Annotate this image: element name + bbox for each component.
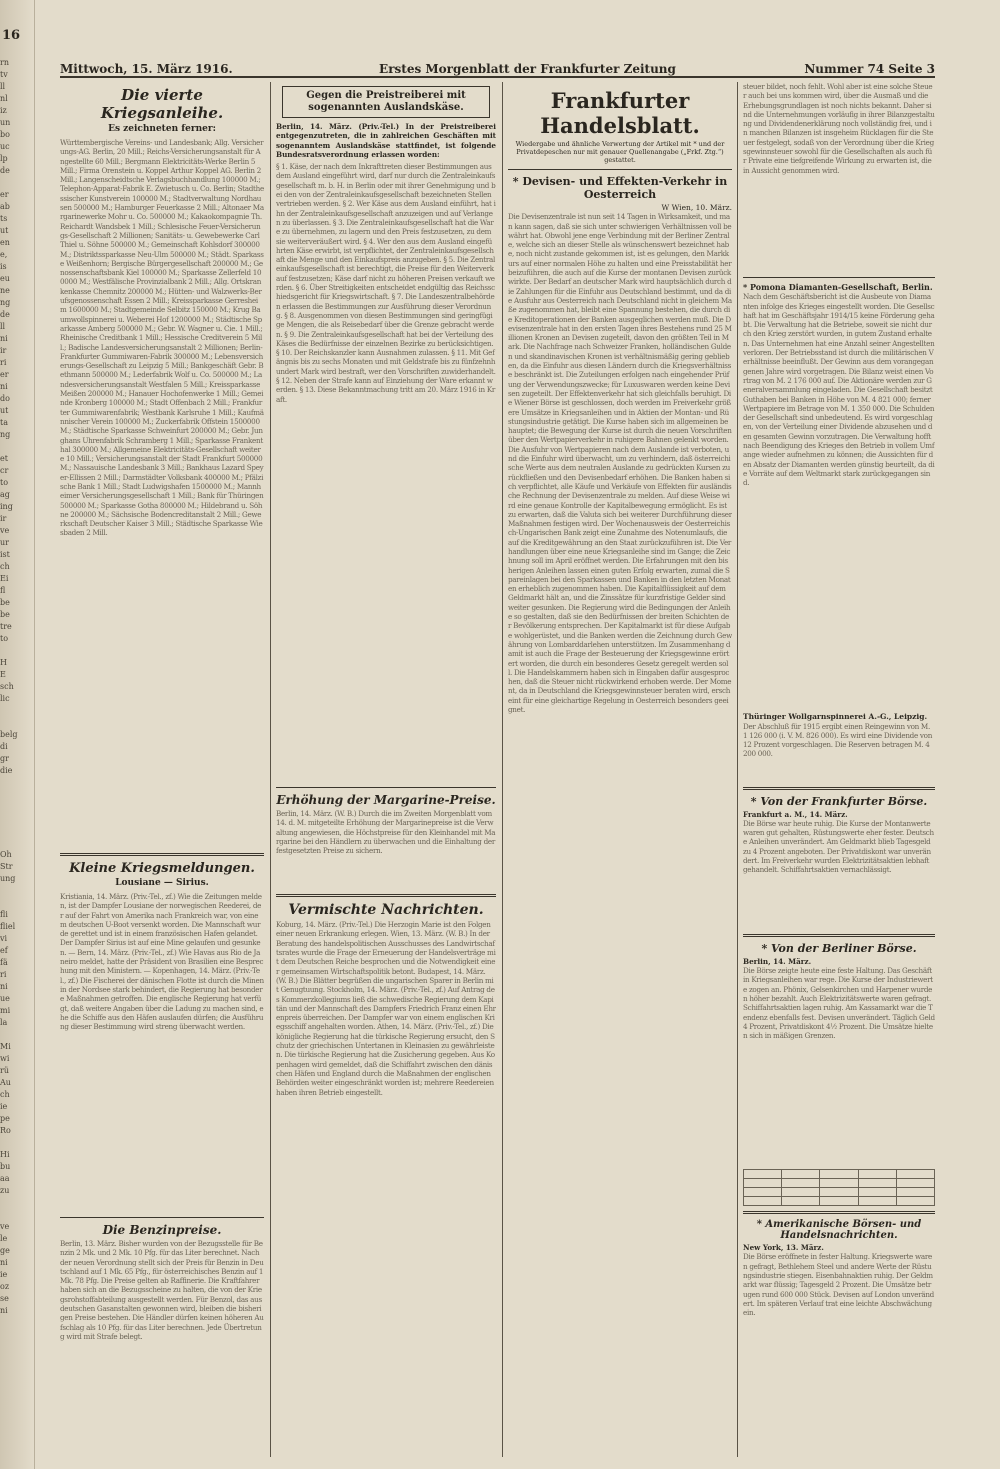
section-title-amerikanische: * Amerikanische Börsen- und Handelsnachrichten. bbox=[756, 1219, 922, 1242]
article-title-auslandskaese: Gegen die Preistreiberei mit sogenannten Auslandskäse. bbox=[282, 86, 490, 118]
berlin-text: Die Börse zeigte heute eine feste Haltung. Das Geschäft in Kriegsanleihen war rege. Die Kurse der Industriewerte zogen an. Phönix, Gelsenkirchen und Harpener wurden höher bezahlt. Auch Elektrizitätswerte waren gefragt. Schiffahrtsaktien lagen ruhig. Am Kassamarkt war die Tendenz ebenfalls fest. Devisen unverändert. Täglich Geld 4 Prozent, Privatdiskont 4½ Prozent. Die Umsätze hielten sich in mäßigen Grenzen. bbox=[743, 966, 935, 1041]
exchange-rate-table bbox=[743, 1169, 935, 1206]
frankfurt-dateline: Frankfurt a. M., 14. März. bbox=[743, 809, 848, 819]
column-4 bbox=[743, 82, 935, 1457]
section-title-frankfurter-boerse: * Von der Frankfurter Börse. bbox=[750, 794, 928, 808]
newyork-dateline: New York, 13. März. bbox=[743, 1243, 824, 1253]
wollgarn-text: Der Abschluß für 1915 ergibt einen Reingewinn von M. 1 126 000 (i. V. M. 826 000). Es wird eine Dividende von 12 Prozent vorgeschlagen. Die Reserven betragen M. 4 200 000. bbox=[743, 721, 933, 759]
company-title-wollgarn: Thüringer Wollgarnspinnerei A.-G., Leipzig. bbox=[743, 712, 928, 722]
header-page-number: Nummer 74 Seite 3 bbox=[804, 62, 935, 76]
page-number: 16 bbox=[2, 28, 21, 43]
column-rule bbox=[502, 82, 503, 1457]
newyork-text: Die Börse eröffnete in fester Haltung. Kriegswerte waren gefragt, Bethlehem Steel und andere Werte der Rüstungsindustrie stiegen. Eisenbahnaktien ruhig. Der Geldmarkt war flüssig; Tagesgeld 2 Prozent. Die Umsätze betrugen rund 600 000 Stück. Devisen auf London unverändert. Im späteren Verlauf trat eine leichte Abschwächung ein. bbox=[743, 1252, 934, 1318]
news-text: Kristiania, 14. März. (Priv.-Tel., zf.) Wie die Zeitungen melden, ist der Dampfer Lousiane der norwegischen Reederei, der auf der Fahrt von Amerika nach Frankreich war, von einem deutschen U-Boot versenkt worden. Die Mannschaft wurde gerettet und ist in einem französischen Hafen gelandet. Der Dampfer Sirius ist auf eine Mine gelaufen und gesunken. — Bern, 14. März. (Priv.-Tel., zf.) Wie Havas aus Rio de Janeiro meldet, hatte der Präsident von Brasilien eine Besprechung mit den Ministern. — Kopenhagen, 14. März. (Priv.-Tel., zf.) Die Fischerei der dänischen Flotte ist durch die Minen in der Nordsee stark behindert, die Regierung hat besondere Maßnahmen getroffen. Die englische Regierung hat verfügt, daß weitere Angaben über die Ladung zu machen sind, ehe die Schiffe aus den Häfen auslaufen dürfen; die Ausführung dieser Bestimmung wird streng überwacht werden. bbox=[60, 892, 264, 1032]
pomona-text: Nach dem Geschäftsbericht ist die Ausbeute von Diamanten infolge des Krieges eingestellt worden. Die Gesellschaft hat im Geschäftsjahr 1914/15 keine Förderung gehabt. Die Verwaltung hat die Betriebe, soweit sie nicht durch den Krieg zerstört wurden, in gutem Zustand erhalten. Das Unternehmen hat eine Anzahl seiner Angestellten verloren. Der Betriebsstand ist durch die militärischen Verhältnisse beeinflußt. Der Gewinn aus dem vorangegangenen Jahre wird vorgetragen. Die Bilanz weist einen Vortrag von M. 2 176 000 auf. Die Aktionäre werden zur Generalversammlung eingeladen. Die Gesellschaft besitzt Guthaben bei Banken in Höhe von M. 4 821 000; ferner Wertpapiere im Betrage von M. 1 350 000. Die Schulden der Gesellschaft sind unbedeutend. Es wird vorgeschlagen, von der Verteilung einer Dividende abzusehen und den gesamten Gewinn vorzutragen. Die Verwaltung hofft nach Beendigung des Krieges den Betrieb in vollem Umfange wieder aufnehmen zu können; die Aussichten für den Absatz der Diamanten werden günstig beurteilt, da die Vorräte auf dem Weltmarkt stark zurückgegangen sind. bbox=[743, 292, 935, 488]
ordinance-text: § 1. Käse, der nach dem Inkrafttreten dieser Bestimmungen aus dem Ausland eingeführt wird, darf nur durch die Zentraleinkaufsgesellschaft m. b. H. in Berlin oder mit ihrer Genehmigung und bei den von der Zentraleinkaufsgesellschaft bezeichneten Stellen vertrieben werden. § 2. Wer Käse aus dem Ausland einführt, hat ihn der Zentraleinkaufsgesellschaft anzuzeigen und auf Verlangen zu überlassen. § 3. Die Zentraleinkaufsgesellschaft hat die Ware zu übernehmen, zu lagern und den Preis festzusetzen, zu dem sie weiterveräußert wird. § 4. Wer den aus dem Ausland eingeführten Käse erwirbt, ist verpflichtet, der Zentraleinkaufsgesellschaft die Menge und den Einkaufspreis anzugeben. § 5. Die Zentraleinkaufsgesellschaft ist berechtigt, die Preise für den Weiterverkauf festzusetzen; Käse darf nicht zu höheren Preisen verkauft werden. § 6. Über Streitigkeiten entscheidet endgültig das Reichsschiedsgericht für Kriegswirtschaft. § 7. Die Landeszentralbehörden erlassen die Bestimmungen zur Ausführung dieser Verordnung. § 8. Ausgenommen von diesen Bestimmungen sind geringfügige Mengen, die als Reisebedarf über die Grenze gebracht werden. § 9. Die Zentraleinkaufsgesellschaft hat bei der Verteilung des Käses die Bedürfnisse der einzelnen Bezirke zu berücksichtigen. § 10. Der Reichskanzler kann Ausnahmen zulassen. § 11. Mit Gefängnis bis zu sechs Monaten und mit Geldstrafe bis zu fünfzehnhundert Mark wird bestraft, wer den Vorschriften zuwiderhandelt. § 12. Neben der Strafe kann auf Einziehung der Ware erkannt werden. § 13. Diese Bekanntmachung tritt am 20. März 1916 in Kraft. bbox=[276, 162, 496, 404]
column-1 bbox=[60, 82, 264, 1457]
section-title-kriegsmeldungen: Kleine Kriegsmeldungen. bbox=[69, 861, 255, 876]
column-rule bbox=[270, 82, 271, 1457]
continued-text: steuer bildet, noch fehlt. Wohl aber ist eine solche Steuer auch bei uns kommen wird, über die Ausmaß und die Erhebungsgrundlagen ist noch nichts bekannt. Daher sind die Unternehmungen vorläufig in ihrer Bilanzgestaltung und Dividendenerklärung noch vollständig frei, und in manchen Bilanzen ist insgeheim Rücklagen für die Steuer festgelegt, sodaß von der Verordnung über die Kriegsgewinnsteuer sowohl für die Gesellschaften als auch für Private eine tiefgreifende Wirkung zu erwarten ist, die in Aussicht genommen wird. bbox=[743, 82, 935, 175]
header-date: Mittwoch, 15. März 1916. bbox=[60, 62, 233, 76]
article-subtitle: Es zeichneten ferner: bbox=[108, 124, 216, 134]
frankfurt-text: Die Börse war heute ruhig. Die Kurse der Montanwerte waren gut gehalten, Rüstungswerte eher fester. Deutsche Anleihen unverändert. Am Geldmarkt blieb Tagesgeld zu 4 Prozent angeboten. Der Privatdiskont war unverändert. Im Freiverkehr wurden Elektrizitätsaktien lebhaft gehandelt. Schiffahrtsaktien vernachlässigt. bbox=[743, 818, 934, 875]
berlin-dateline: Berlin, 14. März. bbox=[743, 956, 812, 966]
margarine-text: Berlin, 14. März. (W. B.) Durch die im Zweiten Morgenblatt vom 14. d. M. mitgeteilte Erhöhung der Margarinepreise ist die Verwaltung angewiesen, die Höchstpreise für den Kleinhandel mit Margarine bei den Händlern zu überwachen und die Einhaltung der festgesetzten Preise zu sichern. bbox=[276, 809, 496, 856]
company-title-pomona: * Pomona Diamanten-Gesellschaft, Berlin. bbox=[743, 282, 933, 292]
article-dateline: W Wien, 10. März. bbox=[661, 203, 732, 212]
column-2 bbox=[276, 82, 496, 1457]
section-title-handelsblatt: Frankfurter Handelsblatt. bbox=[540, 88, 700, 138]
column-3 bbox=[508, 82, 732, 1457]
running-header bbox=[60, 56, 935, 78]
devisen-text: Die Devisenzentrale ist nun seit 14 Tagen in Wirksamkeit, und man kann sagen, daß sie sich unter schwierigen Verhältnissen voll bewährt hat. Obwohl jene enge Verbindung mit der Berliner Zentrale, welche sich an dieser Stelle als wünschenswert bezeichnet habe, noch nicht zustande gekommen ist, ist es gelungen, den Markkurs auf einer normalen Höhe zu halten und eine Preisstabilität herbeizuführen, die auch auf die Kurse der montanen Devisen zurückwirkte. Der Bedarf an deutscher Mark wird hauptsächlich durch die Zahlungen für die Einfuhr aus Deutschland bestimmt, und da die Ausfuhr aus Oesterreich nach Deutschland nicht in gleichem Maße zugenommen hat, bleibt eine Spannung bestehen, die durch die Kreditoperationen der Banken ausgeglichen werden muß. Die Devisenzentrale hat in den ersten Tagen ihres Bestehens rund 25 Millionen Kronen an Devisen zugeteilt, davon den größten Teil in Mark. Die Nachfrage nach Schweizer Franken, holländischen Gulden und skandinavischen Kronen ist verhältnismäßig gering geblieben, da die Einfuhr aus diesen Ländern durch die Kriegsverhältnisse beschränkt ist. Die Zuteilungen erfolgen nach eingehender Prüfung der Verwendungszwecke; für Luxuswaren werden keine Devisen zugeteilt. Der Effektenverkehr hat sich gleichfalls beruhigt. Die Wiener Börse ist geschlossen, doch werden im Freiverkehr größere Umsätze in Kriegsanleihen und in Aktien der Montan- und Rüstungsindustrie getätigt. Die Kurse haben sich im allgemeinen behauptet; die Bewegung der Kurse ist durch die neuen Vorschriften über den Wertpapierverkehr in ruhigere Bahnen gelenkt worden. Die Ausfuhr von Wertpapieren nach dem Auslande ist verboten, und die Einfuhr wird überwacht, um zu verhindern, daß österreichische Werte aus dem neutralen Auslande zu gedrückten Kursen zurückfließen und den Devisenbedarf erhöhen. Die Banken haben sich verpflichtet, alle Käufe und Verkäufe von Effekten für ausländische Rechnung der Devisenzentrale zu melden. Auf diese Weise wird eine genaue Kontrolle der Kapitalbewegung ermöglicht. Es ist zu erwarten, daß die Valuta sich bei weiterer Durchführung dieser Maßnahmen festigen wird. Der Wochenausweis der Oesterreichisch-Ungarischen Bank zeigt eine Zunahme des Notenumlaufs, die auf die Kreditgewährung an den Staat zurückzuführen ist. Die Verhandlungen über eine neue Kriegsanleihe sind im Gange; die Zeichnung soll im April eröffnet werden. Die Erfahrungen mit den bisherigen Anleihen lassen einen guten Erfolg erwarten, zumal die Spareinlagen bei den Sparkassen und Banken in den letzten Monaten erheblich zugenommen haben. Die Kapitalflüssigkeit auf dem Geldmarkt hält an, und die Zinssätze für kurzfristige Gelder sind weiter gesunken. Die Regierung wird die Bedingungen der Anleihe so gestalten, daß sie den Bedürfnissen der breiten Schichten der Bevölkerung entsprechen. Der Kapitalmarkt ist für diese Aufgabe wohlgerüstet, und die Banken werden die Zeichnung durch Gewährung von Lombarddarlehen unterstützen. Im Zusammenhang damit ist auch die Frage der Besteuerung der Kriegsgewinne erörtert worden, die durch ein besonderes Gesetz geregelt werden soll. Die Handelskammern haben sich in Eingaben dafür ausgesprochen, daß die Steuer nicht rückwirkend erhoben werde. Der Moment, da in Deutschland die Kriegsgewinnsteuer beraten wird, erscheint für eine gleichartige Regelung in Oesterreich besonders geeignet. bbox=[508, 212, 732, 715]
article-title-kriegsanleihe: Die vierte Kriegsanleihe. bbox=[100, 86, 224, 122]
column-rule bbox=[737, 82, 738, 1457]
section-title-benzinpreise: Die Benzinpreise. bbox=[102, 1223, 222, 1237]
subscription-list: Württembergische Vereins- und Landesbank; Allg. Versicherungs-AG. Berlin, 20 Mill.; Reichs-Versicherungsanstalt für Angestellte 60 Mill.; Bergmann Elektricitäts-Werke Berlin 5 Mill.; Firma Orenstein u. Koppel Arthur Koppel AG. Berlin 2 Mill.; Langenscheidtsche Verlagsbuchhandlung 100000 M.; Telephon-Apparat-Fabrik E. Zwietusch u. Co. Berlin; Stadthessischer Kunstverein 100000 M.; Stadtverwaltung Nordhausen 500000 M.; Hamburger Feuerkasse 2 Mill.; Altonaer Margarinewerke Mohr u. Co. 500000 M.; Kakaokompagnie Th. Reichardt Wandsbek 1 Mill.; Schlesische Feuer-Versicherungs-Gesellschaft 2 Millionen; Sanitäts- u. Gewebewerke Carl Thiel u. Söhne 500000 M.; Gemeinschaft Kohlsdorf 300000 M.; Distriktssparkasse Neu-Ulm 500000 M.; Städt. Sparkasse Weißenhorn; Bergische Bürgergesellschaft 200000 M.; Genossenschaftsbank Kiel 100000 M.; Sparkasse Zellerfeld 100000 M.; Westfälische Provinzialbank 2 Mill.; Allg. Ortskrankenkasse Chemnitz 200000 M.; Hütten- und Walzwerks-Berufsgenossenschaft Essen 2 Mill.; Kreissparkasse Gerresheim 1600000 M.; Stadtgemeinde Selbitz 150000 M.; Krug Baumwollspinnerei u. Weberei Hof 1200000 M.; Städtische Sparkasse Amberg 500000 M.; Gebr. W. Wagner u. Cie. 1 Mill.; Rheinische Creditbank 1 Mill.; Hessische Creditverein 5 Mill.; Badische Landesversicherungsanstalt 2 Millionen; Berlin-Frankfurter Gummiwaren-Fabrik 300000 M.; Lebensversicherungs-Gesellschaft zu Leipzig 5 Mill.; Bankgeschäft Gebr. Bethmann 500000 M.; Lederfabrik Wolf u. Co. 500000 M.; Landesversicherungsanstalt Westfalen 5 Mill.; Kreissparkasse Meißen 200000 M.; Hanauer Hochofenwerke 1 Mill.; Gemeinde Kronberg 100000 M.; Stadt Offenbach 2 Mill.; Frankfurter Gummiwarenfabrik; Westbank Karlsruhe 1 Mill.; Kaufmännischer Verein 100000 M.; Zuckerfabrik Offstein 1500000 M.; Städtische Sparkasse Schweinfurt 200000 M.; Gebr. Junghans Uhrenfabrik Schramberg 1 Mill.; Sparkasse Frankenthal 300000 M.; Allgemeine Elektricitäts-Gesellschaft weitere 10 Mill.; Versicherungsanstalt der Stadt Frankfurt 500000 M.; Nassauische Landesbank 3 Mill.; Bankhaus Lazard Speyer-Ellissen 2 Mill.; Darmstädter Volksbank 400000 M.; Pfälzische Bank 1 Mill.; Stadt Ludwigshafen 1500000 M.; Mannheimer Versicherungsgesellschaft 1 Mill.; Bank für Thüringen 500000 M.; Sparkasse Gotha 800000 M.; Hildebrand u. Söhne 200000 M.; Sächsische Bodencreditanstalt 2 Mill.; Gewerkschaft Deutscher Kaiser 3 Mill.; Städtische Sparkasse Wiesbaden 2 Mill. bbox=[60, 138, 264, 538]
vermischte-text: Koburg, 14. März. (Priv.-Tel.) Die Herzogin Marie ist den Folgen einer neuen Erkrankung erlegen. Wien, 13. März. (W. B.) In der Beratung des handelspolitischen Ausschusses des Landwirtschaftsrates wurde die Frage der Erneuerung der Handelsverträge mit dem Deutschen Reiche besprochen und die Notwendigkeit einer gemeinsamen Wirtschaftspolitik betont. Budapest, 14. März. (W. B.) Die Blätter begrüßen die ungarischen Sparer in Berlin mit Genugtuung. Stockholm, 14. März. (Priv.-Tel., zf.) Auf Antrag des Kommerzkollegiums ließ die schwedische Regierung dem Kapitän und der Mannschaft des Dampfers Friedrich Franz einen Ehrenpreis überreichen. Der Dampfer war von einem englischen Kriegsschiff angehalten worden. Athen, 14. März. (Priv.-Tel., zf.) Die königliche Regierung hat die türkische Regierung ersucht, den Schutz der griechischen Untertanen in Kleinasien zu gewährleisten. Die türkische Regierung hat die Zusicherung gegeben. Aus Kopenhagen wird gemeldet, daß die Schiffahrt zwischen den dänischen Häfen und England durch die Maßnahmen der englischen Behörden weiter eingeschränkt worden ist; mehrere Reedereien haben ihren Betrieb eingestellt. bbox=[276, 920, 496, 1097]
benzin-text: Berlin, 13. März. Bisher wurden von der Bezugsstelle für Benzin 2 Mk. und 2 Mk. 10 Pfg. für das Liter berechnet. Nach der neuen Verordnung stellt sich der Preis für Benzin in Deutschland auf 1 Mk. 65 Pfg., für österreichisches Benzin auf 1 Mk. 78 Pfg. Die Preise gelten ab Raffinerie. Die Kraftfahrer haben sich an die Bezugsscheine zu halten, die von der Kriegsrohstoffabteilung ausgestellt werden. Für Benzol, das aus deutschen Gasanstalten gewonnen wird, bleiben die bisherigen Preise bestehen. Die Händler dürfen keinen höheren Aufschlag als 10 Pfg. für das Liter berechnen. Jede Übertretung wird mit Strafe belegt. bbox=[60, 1239, 264, 1341]
article-title-devisen: * Devisen- und Effekten-Verkehr in Oesterreich bbox=[512, 175, 728, 201]
header-masthead: Erstes Morgenblatt der Frankfurter Zeitung bbox=[379, 62, 676, 76]
section-title-vermischte: Vermischte Nachrichten. bbox=[288, 902, 484, 919]
binding-fold: 16 rn tv ll nl iz un bo uc lp de er ab ts ut en e, is eu ne ng de ll ni ir ri er ni do ut ta ng et cr to ag ing ir ve ur ist ch Ei fl be be tre to H E sch lic belg di gr die Oh Str ung fli fliel vi ef fä ri ni ue mi la Mi wi rü Au ch ie pe Ro Hi bu aa zu ve le ge ni ie oz se ni bbox=[0, 0, 35, 1469]
section-title-berliner-boerse: * Von der Berliner Börse. bbox=[761, 941, 917, 955]
reproduction-notice: Wiedergabe und ähnliche Verwertung der Artikel mit * und der Privatdepeschen nur mit genauer Quellenangabe („Frkf. Ztg.“) gestattet. bbox=[515, 140, 725, 164]
article-lead: Berlin, 14. März. (Priv.-Tel.) In der Preistreiberei entgegenzutreten, die in zahlreichen Geschäften mit sogenanntem Auslandskäse stattfindet, ist folgende Bundesratsverordnung erlassen worden: bbox=[276, 122, 496, 159]
section-title-margarine: Erhöhung der Margarine-Preise. bbox=[276, 793, 496, 808]
section-subtitle-lousiane: Lousiane — Sirius. bbox=[115, 878, 209, 888]
